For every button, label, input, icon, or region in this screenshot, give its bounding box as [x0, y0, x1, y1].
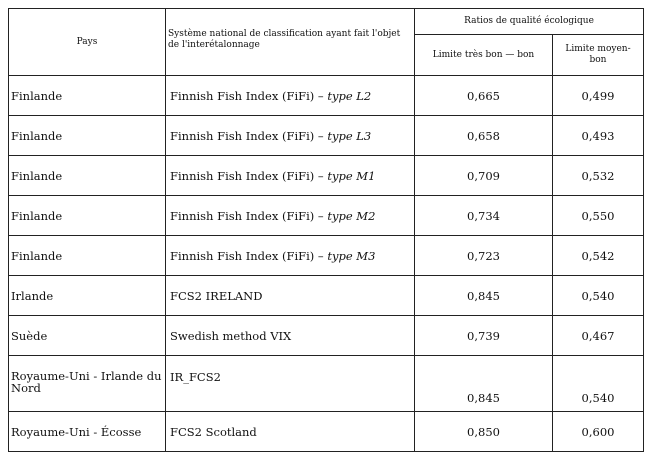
country-cell: Finlande: [9, 76, 166, 116]
table-row: [9, 196, 644, 236]
limit-high-cell: 0,665: [415, 76, 553, 116]
limit-moderate-cell: 0,540: [553, 356, 644, 412]
system-cell: IR_FCS2: [166, 356, 415, 412]
table-row: [9, 116, 644, 156]
system-cell: Swedish method VIX: [166, 316, 415, 356]
country-cell: Finlande: [9, 116, 166, 156]
system-cell: Finnish Fish Index (FiFi) – type M3: [166, 236, 415, 276]
system-cell: FCS2 IRELAND: [166, 276, 415, 316]
system-cell: Finnish Fish Index (FiFi) – type L2: [166, 76, 415, 116]
limit-high-cell: 0,845: [415, 276, 553, 316]
table-row: [9, 276, 644, 316]
header-limit-high: Limite très bon — bon: [415, 35, 553, 76]
country-cell: Finlande: [9, 236, 166, 276]
table-row: [9, 356, 644, 412]
header-ratios: Ratios de qualité écologique: [415, 9, 644, 35]
header-limit-moderate: Limite moyen-bon: [553, 35, 644, 76]
limit-moderate-cell: 0,499: [553, 76, 644, 116]
table-row: [9, 76, 644, 116]
system-cell: Finnish Fish Index (FiFi) – type M2: [166, 196, 415, 236]
table-row: [9, 316, 644, 356]
limit-high-cell: 0,739: [415, 316, 553, 356]
limit-high-cell: 0,850: [415, 412, 553, 452]
table-row: [9, 412, 644, 452]
limit-high-cell: 0,709: [415, 156, 553, 196]
limit-moderate-cell: 0,493: [553, 116, 644, 156]
limit-moderate-cell: 0,532: [553, 156, 644, 196]
table-row: [9, 236, 644, 276]
country-cell: Irlande: [9, 276, 166, 316]
country-cell: Finlande: [9, 196, 166, 236]
limit-moderate-cell: 0,467: [553, 316, 644, 356]
limit-high-cell: 0,658: [415, 116, 553, 156]
country-cell: Royaume-Uni - Irlande du Nord: [9, 356, 166, 412]
limit-high-cell: 0,734: [415, 196, 553, 236]
country-cell: Royaume-Uni - Écosse: [9, 412, 166, 452]
table-row: [9, 156, 644, 196]
limit-moderate-cell: 0,600: [553, 412, 644, 452]
system-cell: FCS2 Scotland: [166, 412, 415, 452]
limit-moderate-cell: 0,542: [553, 236, 644, 276]
system-cell: Finnish Fish Index (FiFi) – type M1: [166, 156, 415, 196]
limit-moderate-cell: 0,540: [553, 276, 644, 316]
header-system: Système national de classification ayant fait l'objet de l'interétalonnage: [166, 9, 415, 76]
quality-ratio-table: [8, 8, 644, 452]
limit-moderate-cell: 0,550: [553, 196, 644, 236]
limit-high-cell: 0,723: [415, 236, 553, 276]
country-cell: Suède: [9, 316, 166, 356]
system-cell: Finnish Fish Index (FiFi) – type L3: [166, 116, 415, 156]
header-country: Pays: [9, 9, 166, 76]
country-cell: Finlande: [9, 156, 166, 196]
limit-high-cell: 0,845: [415, 356, 553, 412]
